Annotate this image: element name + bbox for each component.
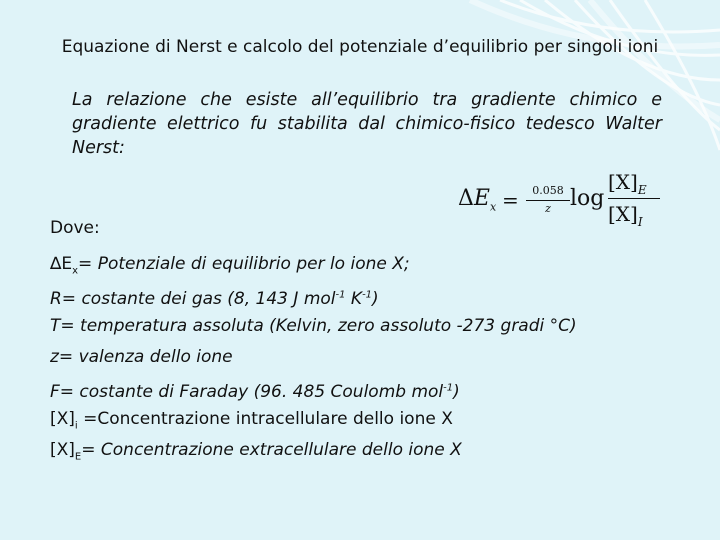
formula-lhs: $\Delta E_x$: [458, 186, 497, 214]
formula-log: log: [570, 186, 605, 211]
nernst-formula: [458, 170, 668, 234]
definition-t: T= temperatura assoluta (Kelvin, zero assoluto -273 gradi °C): [50, 316, 577, 336]
definition-z: z= valenza dello ione: [50, 347, 233, 367]
definitions-list: [50, 250, 690, 467]
intro-paragraph: La relazione che esiste all’equilibrio tra gradiente chimico e gradiente elettrico fu stabilita dal chimico-fisico tedesco Walter Nerst:: [72, 90, 662, 158]
formula-numerator: 0.058: [532, 184, 564, 197]
definition-xe: $[X]_E=$ Concentrazione extracellulare dello ione X: [50, 440, 462, 463]
definition-xi: $[X]_i$ =Concentrazione intracellulare dello ione X: [50, 409, 453, 432]
definition-f: F= costante di Faraday (96. 485 Coulomb mol$^{-1}$): [50, 381, 460, 402]
formula-conc-intracellular: $[X]_I$: [608, 202, 643, 229]
formula-ratio-bar: [608, 198, 660, 199]
definition-r: R= costante dei gas (8, 143 J mol$^{-1}$ $K^{-1}$): [50, 288, 379, 309]
formula-fraction-bar: [526, 200, 570, 201]
dove-label: Dove:: [50, 218, 100, 238]
formula-denominator: z: [545, 202, 551, 215]
formula-equals: =: [502, 188, 519, 212]
definition-ex: $\Delta E_x=$ Potenziale di equilibrio per lo ione X;: [50, 254, 410, 277]
slide-title: Equazione di Nerst e calcolo del potenziale d’equilibrio per singoli ioni: [61, 37, 659, 57]
formula-conc-extracellular: $[X]_E$: [608, 170, 647, 197]
